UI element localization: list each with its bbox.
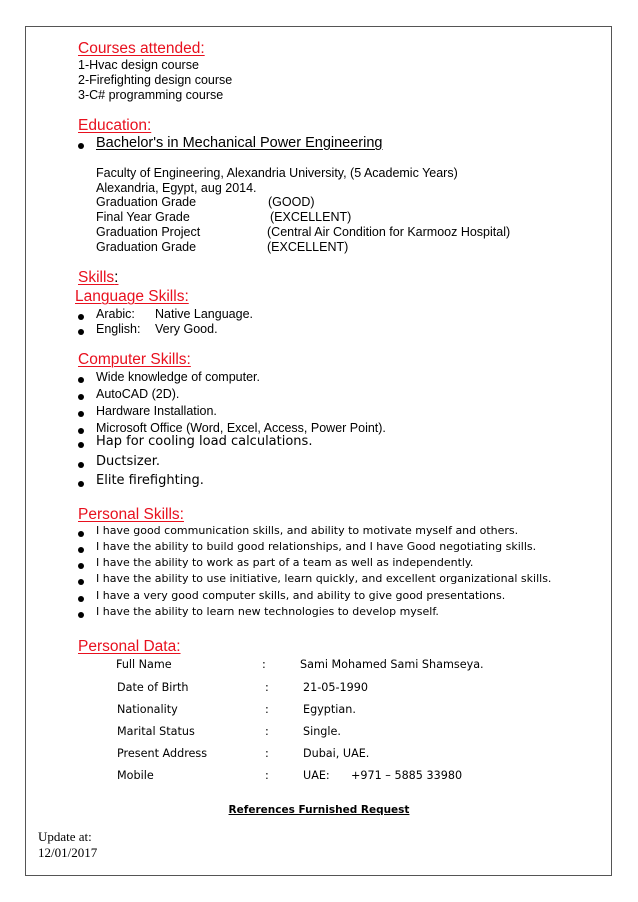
- bullet-icon: [78, 428, 84, 434]
- bullet-icon: [78, 442, 84, 448]
- personal-data-heading: Personal Data:: [78, 638, 181, 655]
- computer-skill-item: AutoCAD (2D).: [96, 387, 180, 401]
- bullet-icon: [78, 394, 84, 400]
- language-name: English:: [96, 322, 141, 336]
- references-note: References Furnished Request: [228, 804, 410, 816]
- personal-data-value: 21-05-1990: [303, 681, 369, 694]
- personal-data-separator: :: [265, 769, 269, 782]
- personal-skill-item: I have a very good computer skills, and ability to give good presentations.: [96, 589, 506, 602]
- bullet-icon: [78, 547, 84, 553]
- faculty-line: Faculty of Engineering, Alexandria University, (5 Academic Years): [96, 166, 458, 180]
- bullet-icon: [78, 481, 84, 487]
- computer-skill-item: Elite firefighting.: [96, 473, 204, 488]
- computer-skill-item: Hardware Installation.: [96, 404, 217, 418]
- course-item: 2-Firefighting design course: [78, 73, 233, 87]
- language-level: Native Language.: [155, 307, 253, 321]
- computer-skill-item: Microsoft Office (Word, Excel, Access, Power Point).: [96, 421, 386, 435]
- skills-heading: [78, 269, 118, 287]
- skills-colon: :: [114, 269, 119, 286]
- education-heading: Education:: [78, 117, 152, 134]
- personal-data-separator: :: [262, 658, 266, 671]
- grade-value: (GOOD): [268, 195, 315, 209]
- bullet-icon: [78, 612, 84, 618]
- personal-data-label: Nationality: [117, 703, 178, 716]
- grade-label: Graduation Project: [96, 225, 201, 239]
- grade-label: Graduation Grade: [96, 240, 197, 254]
- personal-skill-item: I have the ability to build good relationships, and I have Good negotiating skills.: [96, 540, 537, 553]
- course-item: 1-Hvac design course: [78, 58, 199, 72]
- bullet-icon: [78, 596, 84, 602]
- personal-data-value: Dubai, UAE.: [303, 747, 370, 760]
- bullet-icon: [78, 329, 84, 335]
- personal-data-value: Sami Mohamed Sami Shamseya.: [300, 658, 484, 671]
- language-level: Very Good.: [155, 322, 218, 336]
- personal-data-value: Single.: [303, 725, 341, 738]
- grade-label: Graduation Grade: [96, 195, 197, 209]
- personal-data-value: UAE: +971 – 5885 33980: [303, 769, 463, 782]
- bullet-icon: [78, 314, 84, 320]
- computer-skill-item: Ductsizer.: [96, 454, 160, 469]
- language-skills-heading: Language Skills:: [75, 288, 189, 305]
- courses-heading: Courses attended:: [78, 40, 205, 57]
- personal-data-separator: :: [265, 703, 269, 716]
- degree-title: Bachelor's in Mechanical Power Engineering: [96, 135, 383, 151]
- bullet-icon: [78, 377, 84, 383]
- grade-value: (Central Air Condition for Karmooz Hospital): [267, 225, 511, 239]
- bullet-icon: [78, 579, 84, 585]
- personal-data-label: Mobile: [117, 769, 154, 782]
- personal-data-label: Full Name: [116, 658, 172, 671]
- bullet-icon: [78, 411, 84, 417]
- personal-data-separator: :: [265, 725, 269, 738]
- skills-heading-text: Skills: [78, 269, 115, 286]
- update-date: 12/01/2017: [38, 845, 98, 860]
- personal-data-separator: :: [265, 681, 269, 694]
- personal-data-label: Marital Status: [117, 725, 195, 738]
- grade-value: (EXCELLENT): [270, 210, 352, 224]
- computer-skills-heading: Computer Skills:: [78, 351, 191, 368]
- personal-skill-item: I have the ability to learn new technologies to develop myself.: [96, 605, 439, 618]
- personal-skill-item: I have the ability to use initiative, learn quickly, and excellent organizational skills.: [96, 572, 552, 585]
- bullet-icon: [78, 143, 84, 149]
- computer-skill-item: Hap for cooling load calculations.: [96, 434, 313, 449]
- personal-data-label: Present Address: [117, 747, 208, 760]
- language-name: Arabic:: [96, 307, 135, 321]
- personal-skills-heading: Personal Skills:: [78, 506, 184, 523]
- personal-data-value: Egyptian.: [303, 703, 356, 716]
- course-item: 3-C# programming course: [78, 88, 224, 102]
- bullet-icon: [78, 531, 84, 537]
- location-date-line: Alexandria, Egypt, aug 2014.: [96, 181, 257, 195]
- bullet-icon: [78, 462, 84, 468]
- update-label: Update at:: [38, 829, 92, 844]
- grade-value: (EXCELLENT): [267, 240, 349, 254]
- personal-skill-item: I have good communication skills, and ability to motivate myself and others.: [96, 524, 519, 537]
- computer-skill-item: Wide knowledge of computer.: [96, 370, 260, 384]
- bullet-icon: [78, 563, 84, 569]
- personal-skill-item: I have the ability to work as part of a team as well as independently.: [96, 556, 474, 569]
- personal-data-separator: :: [265, 747, 269, 760]
- personal-data-label: Date of Birth: [117, 681, 189, 694]
- grade-label: Final Year Grade: [96, 210, 190, 224]
